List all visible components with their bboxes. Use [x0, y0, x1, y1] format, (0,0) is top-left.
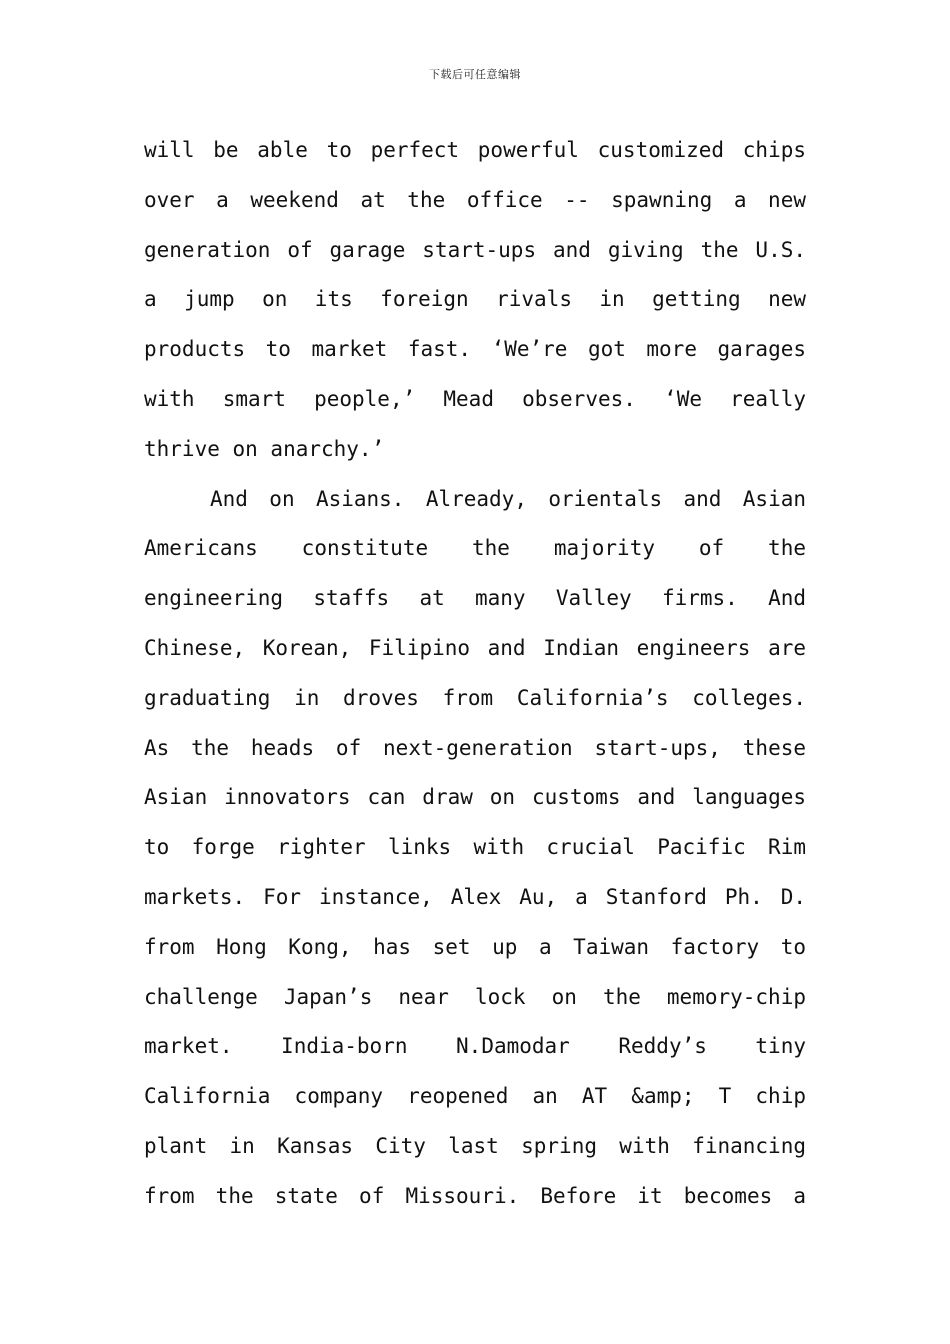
text-line: from the state of Missouri. Before it becomes a — [144, 1183, 806, 1208]
text-line: from Hong Kong, has set up a Taiwan factory to — [144, 934, 806, 959]
page-header: 下载后可任意编辑 — [429, 68, 521, 81]
text-line: thrive on anarchy.’ — [144, 436, 385, 461]
text-line: products to market fast. ‘We’re got more garages — [144, 337, 806, 362]
body-text — [144, 126, 806, 1222]
text-line: engineering staffs at many Valley firms. And — [144, 586, 806, 611]
text-line: a jump on its foreign rivals in getting new — [144, 287, 806, 312]
paragraph-1 — [144, 126, 806, 475]
text-line: challenge Japan’s near lock on the memory-chip — [144, 984, 806, 1009]
text-line: As the heads of next-generation start-ups, these — [144, 735, 806, 760]
text-line: California company reopened an AT &amp; T chip — [144, 1084, 806, 1109]
text-line: with smart people,’ Mead observes. ‘We really — [144, 386, 806, 411]
text-line: Asian innovators can draw on customs and languages — [144, 785, 806, 810]
text-line: Americans constitute the majority of the — [144, 536, 806, 561]
paragraph-2 — [144, 475, 806, 1222]
text-line: generation of garage start-ups and giving the U.S. — [144, 237, 806, 262]
text-line: Chinese, Korean, Filipino and Indian engineers are — [144, 635, 806, 660]
text-line: plant in Kansas City last spring with financing — [144, 1133, 806, 1158]
text-line: market. India-born N.Damodar Reddy’s tiny — [144, 1034, 806, 1059]
text-line: graduating in droves from California’s colleges. — [144, 685, 806, 710]
text-line: will be able to perfect powerful customized chips — [144, 138, 806, 162]
text-line: markets. For instance, Alex Au, a Stanford Ph. D. — [144, 884, 806, 909]
text-line: to forge righter links with crucial Pacific Rim — [144, 835, 806, 860]
text-line: over a weekend at the office -- spawning a new — [144, 187, 806, 212]
text-line: And on Asians. Already, orientals and Asian — [210, 486, 806, 511]
